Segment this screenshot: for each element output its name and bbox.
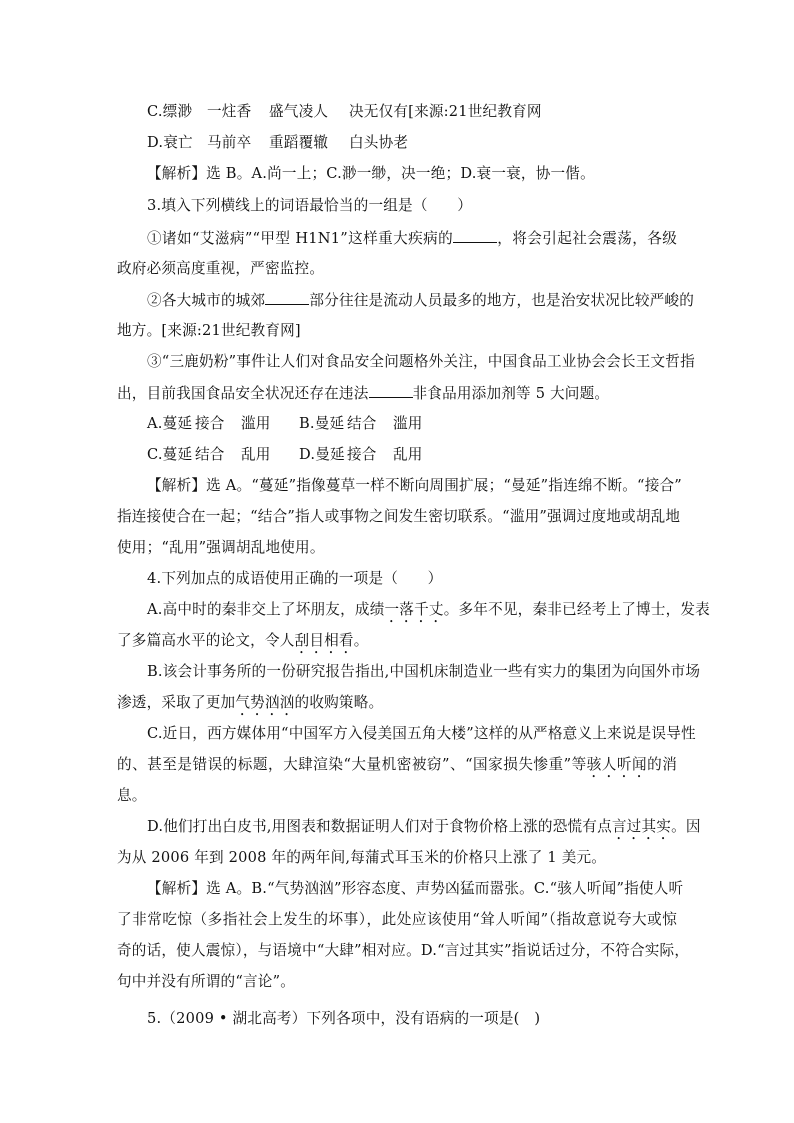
dotted-idiom: 气势汹汹 — [235, 694, 295, 711]
fill-blank-1 — [453, 228, 497, 243]
question-4-option-c: C.近日，西方媒体用“中国军方入侵美国五角大楼”这样的从严格意义上来说是误导性 — [147, 725, 696, 742]
question-4-option-b-cont: 渗透，采取了更加气势汹汹的收购策略。 — [117, 694, 384, 711]
question-3-stem: 3.填入下列横线上的词语最恰当的一组是（ ） — [147, 197, 472, 214]
options-ab: A.蔓延 接合 滥用 B.曼延 结合 滥用 — [147, 415, 423, 432]
question-4-option-c-cont: 的、甚至是错误的标题，大肆渲染“大量机密被窃”、“国家损失惨重”等骇人听闻的消 — [117, 756, 678, 773]
answer-3-line-1: 【解析】选 A。“蔓延”指像蔓草一样不断向周围扩展；“曼延”指连绵不断。“接合” — [147, 477, 682, 494]
answer-4-line-2: 了非常吃惊（多指社会上发生的坏事），此处应该使用“耸人听闻”（指故意说夸大或惊 — [117, 911, 677, 928]
question-3-item-2-cont: 地方。[来源:21世纪教育网] — [117, 322, 301, 339]
question-3-item-3-cont: 出，目前我国食品安全状况还存在违法 非食品用添加剂等 5 大问题。 — [117, 385, 610, 402]
dotted-idiom: 言过其实 — [611, 818, 672, 835]
options-cd: C.蔓延 结合 乱用 D.曼延 接合 乱用 — [147, 446, 423, 463]
question-4-option-a-cont: 了多篇高水平的论文，令人刮目相看。 — [117, 632, 369, 649]
question-4-option-a: A.高中时的秦非交上了坏朋友，成绩一落千丈。多年不见，秦非已经考上了博士，发表 — [147, 601, 710, 618]
question-3-item-2: ②各大城市的城郊 部分往往是流动人员最多的地方，也是治安状况比较严峻的 — [147, 292, 694, 309]
question-4-stem: 4.下列加点的成语使用正确的一项是（ ） — [147, 570, 443, 587]
dotted-idiom: 骇人听闻 — [586, 756, 648, 773]
question-4-option-d-cont: 为从 2006 年到 2008 年的两年间,每蒲式耳玉米的价格只上涨了 1 美元。 — [117, 849, 607, 866]
question-5-stem: 5.（2009 • 湖北高考）下列各项中，没有语病的一项是( ) — [147, 1010, 541, 1027]
answer-3-line-3: 使用；“乱用”强调胡乱地使用。 — [117, 539, 325, 556]
option-d-row: D.衰亡 马前卒 重蹈覆辙 白头协老 — [147, 134, 409, 151]
answer-2: 【解析】选 B。A.尚一上；C.渺一缈，决一绝；D.衰一衰，协一偕。 — [147, 165, 595, 182]
answer-4-line-4: 句中并没有所谓的“言论”。 — [117, 973, 296, 990]
dotted-idiom: 一落千丈 — [384, 601, 444, 618]
question-3-item-1: ①诸如“艾滋病”“甲型 H1N1”这样重大疾病的 ，将会引起社会震荡，各级 — [147, 230, 677, 247]
question-3-item-1-cont: 政府必须高度重视，严密监控。 — [117, 260, 325, 277]
answer-4-line-1: 【解析】选 A。B.“气势汹汹”形容态度、声势凶猛而嚣张。C.“骇人听闻”指使人听 — [147, 880, 684, 897]
answer-4-line-3: 奇的话，使人震惊），与语境中“大肆”相对应。D.“言过其实”指说话过分，不符合实际， — [117, 942, 690, 959]
question-3-item-3: ③“三鹿奶粉”事件让人们对食品安全问题格外关注，中国食品工业协会会长王文哲指 — [147, 353, 695, 370]
answer-3-line-2: 指连接使合在一起；“结合”指人或事物之间发生密切联系。“滥用”强调过度地或胡乱地 — [117, 508, 681, 525]
option-c-row: C.缥渺 一炷香 盛气凌人 决无仅有[来源:21世纪教育网 — [147, 103, 542, 120]
dotted-idiom: 刮目相看 — [294, 632, 354, 649]
fill-blank-2 — [265, 290, 309, 305]
question-4-option-d: D.他们打出白皮书,用图表和数据证明人们对于食物价格上涨的恐慌有点言过其实。因 — [147, 818, 701, 835]
fill-blank-3 — [369, 383, 413, 398]
question-4-option-c-end: 息。 — [117, 787, 147, 804]
question-4-option-b: B.该会计事务所的一份研究报告指出,中国机床制造业一些有实力的集团为向国外市场 — [147, 663, 701, 680]
